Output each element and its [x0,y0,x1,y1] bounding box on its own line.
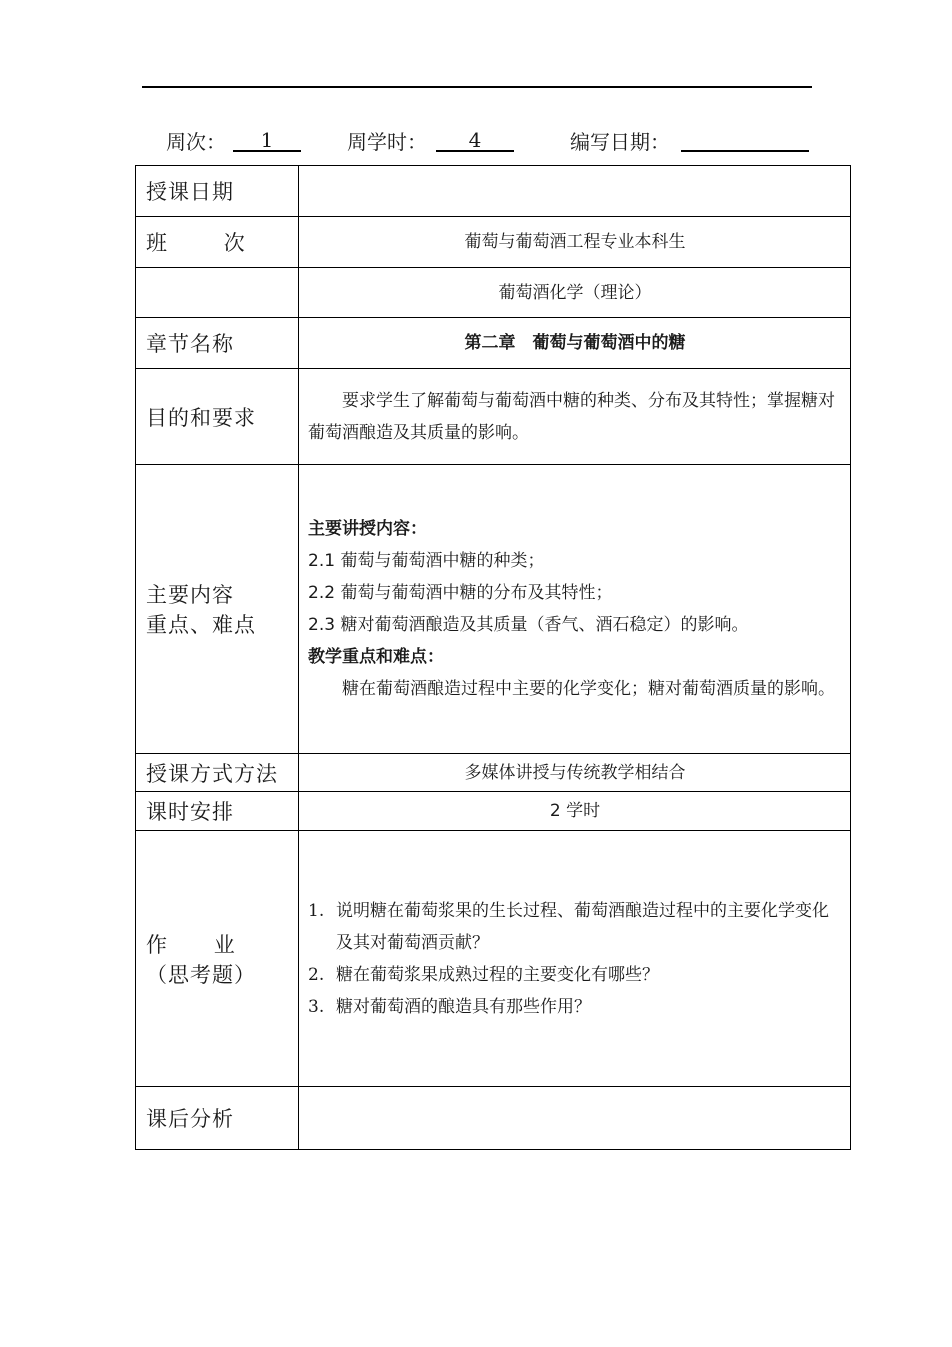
main-content-label-line1: 主要内容 [146,583,234,607]
course-value: 葡萄酒化学（理论） [299,268,851,318]
homework-item-text: 糖对葡萄酒的酿造具有那些作用？ [336,996,591,1017]
homework-item-number: 3. [308,996,325,1017]
homework-label [136,831,299,1087]
teaching-date-value [299,166,851,217]
week-label: 周次： [166,130,226,154]
row-course [136,268,851,318]
homework-item-1 [308,895,842,959]
homework-item-text: 糖在葡萄浆果成熟过程的主要变化有哪些？ [336,964,659,985]
goals-label: 目的和要求 [136,369,299,465]
homework-item-number: 1. [308,900,325,921]
row-method [136,754,851,792]
class-label-b: 次 [223,231,246,255]
row-homework [136,831,851,1087]
post-class-analysis-label: 课后分析 [136,1087,299,1150]
header-line [0,126,952,156]
top-rule [142,86,812,88]
chapter-value: 第二章 葡萄与葡萄酒中的糖 [299,318,851,369]
main-content-value [299,465,851,754]
class-hours-value: 2 学时 [299,792,851,831]
method-label: 授课方式方法 [136,754,299,792]
course-label [136,268,299,318]
teaching-date-label: 授课日期 [136,166,299,217]
weekly-hours-label: 周学时： [347,130,427,154]
homework-item-2 [308,959,842,991]
class-hours-label: 课时安排 [136,792,299,831]
row-teaching-date [136,166,851,217]
class-label [136,217,299,268]
main-content-label [136,465,299,754]
main-topics-heading: 主要讲授内容： [308,519,427,539]
homework-value [299,831,851,1087]
homework-label-b: 业 [213,932,236,957]
row-post-class-analysis [136,1087,851,1150]
date-label: 编写日期： [570,130,670,154]
chapter-label: 章节名称 [136,318,299,369]
main-topic-item-3: 2.3 糖对葡萄酒酿造及其质量（香气、酒石稳定）的影响。 [308,615,749,635]
row-class-hours [136,792,851,831]
week-value: 1 [233,126,301,152]
lesson-plan-table [135,165,851,1150]
weekly-hours-value: 4 [436,126,514,152]
method-value: 多媒体讲授与传统教学相结合 [299,754,851,792]
row-chapter [136,318,851,369]
homework-item-3 [308,991,842,1023]
row-goals [136,369,851,465]
main-topic-item-1: 2.1 葡萄与葡萄酒中糖的种类； [308,551,545,571]
key-points-heading: 教学重点和难点： [308,647,444,667]
homework-label-line2: （思考题） [146,962,256,987]
key-points-label-line2: 重点、难点 [146,613,256,637]
class-value: 葡萄与葡萄酒工程专业本科生 [299,217,851,268]
homework-label-line1 [146,929,298,959]
homework-item-text: 说明糖在葡萄浆果的生长过程、葡萄酒酿造过程中的主要化学变化及其对葡萄酒贡献？ [336,900,829,953]
key-points-text: 糖在葡萄酒酿造过程中主要的化学变化；糖对葡萄酒质量的影响。 [342,679,835,699]
homework-list [308,895,842,1023]
main-topic-item-2: 2.2 葡萄与葡萄酒中糖的分布及其特性； [308,583,613,603]
goals-value: 要求学生了解葡萄与葡萄酒中糖的种类、分布及其特性；掌握糖对葡萄酒酿造及其质量的影响。 [299,369,851,465]
homework-item-number: 2. [308,964,325,985]
post-class-analysis-value [299,1087,851,1150]
homework-label-a: 作 [146,932,168,957]
row-class [136,217,851,268]
date-value [681,126,809,152]
row-main-content [136,465,851,754]
class-label-a: 班 [146,231,168,255]
